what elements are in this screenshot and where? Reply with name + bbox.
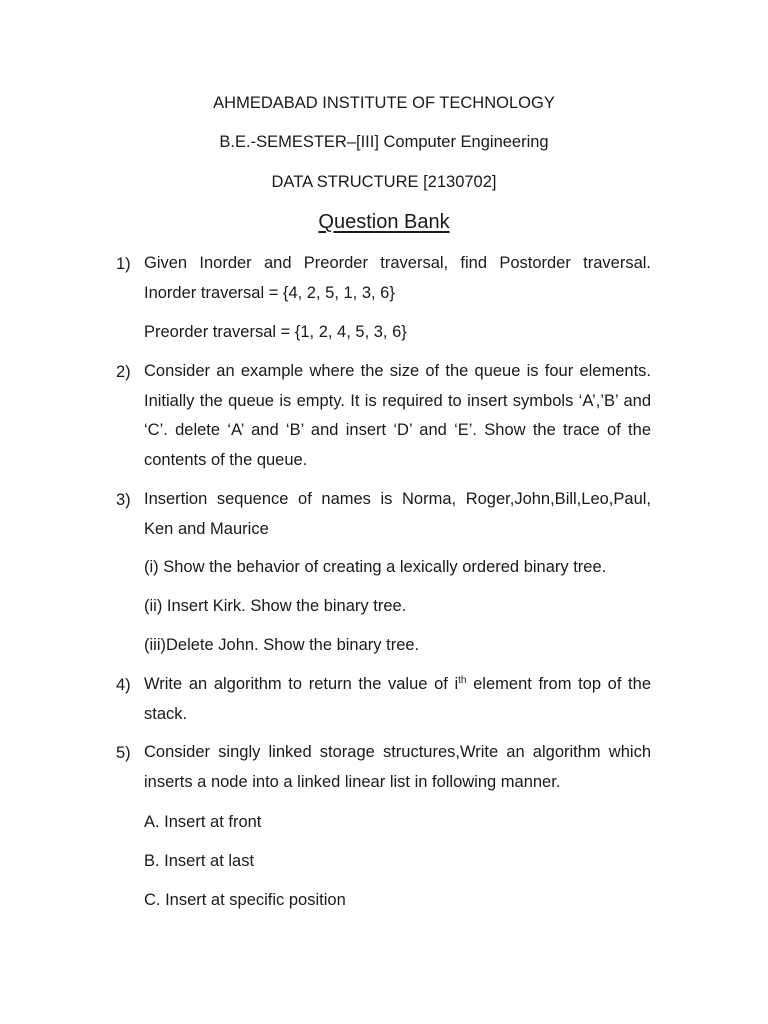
subject-line: DATA STRUCTURE [2130702] (271, 173, 497, 191)
question-text: Given Inorder and Preorder traversal, find Postorder traversal. Inorder traversal = {4, 2, 5, 1, 3, 6} (144, 254, 651, 302)
semester-line: B.E.-SEMESTER–[III] Computer Engineering (219, 133, 549, 151)
question-number: 1) (116, 255, 131, 273)
sub-question: (i) Show the behavior of creating a lexically ordered binary tree. (144, 558, 607, 576)
sub-question: (ii) Insert Kirk. Show the binary tree. (144, 597, 407, 615)
question-text-end: element from top of the stack. (144, 675, 651, 723)
sub-question: A. Insert at front (144, 813, 262, 831)
question-number: 2) (116, 363, 131, 381)
superscript: th (458, 675, 467, 686)
question-text: Consider singly linked storage structures,Write an algorithm which inserts a node into a linked linear list in following manner. (144, 743, 651, 791)
question-number: 4) (116, 676, 131, 694)
sub-question: (iii)Delete John. Show the binary tree. (144, 636, 420, 654)
question-text: Consider an example where the size of the queue is four elements. Initially the queue is empty. It is required to insert symbols ‘A’,’B’ and ‘C’. delete ‘A’ and ‘B’ and insert ‘D’ and ‘E’. Show the trace of the contents of the queue. (144, 362, 651, 469)
question-extra: Preorder traversal = {1, 2, 4, 5, 3, 6} (144, 323, 407, 341)
sub-question: C. Insert at specific position (144, 891, 346, 909)
question-number: 5) (116, 744, 131, 762)
question-text: Insertion sequence of names is Norma, Roger,John,Bill,Leo,Paul, Ken and Maurice (144, 490, 651, 538)
question-text (144, 670, 651, 729)
institute-name: AHMEDABAD INSTITUTE OF TECHNOLOGY (213, 94, 555, 112)
sub-question: B. Insert at last (144, 852, 255, 870)
question-number: 3) (116, 491, 131, 509)
question-text-start: Write an algorithm to return the value of i (144, 675, 459, 693)
page-title: Question Bank (318, 211, 450, 233)
